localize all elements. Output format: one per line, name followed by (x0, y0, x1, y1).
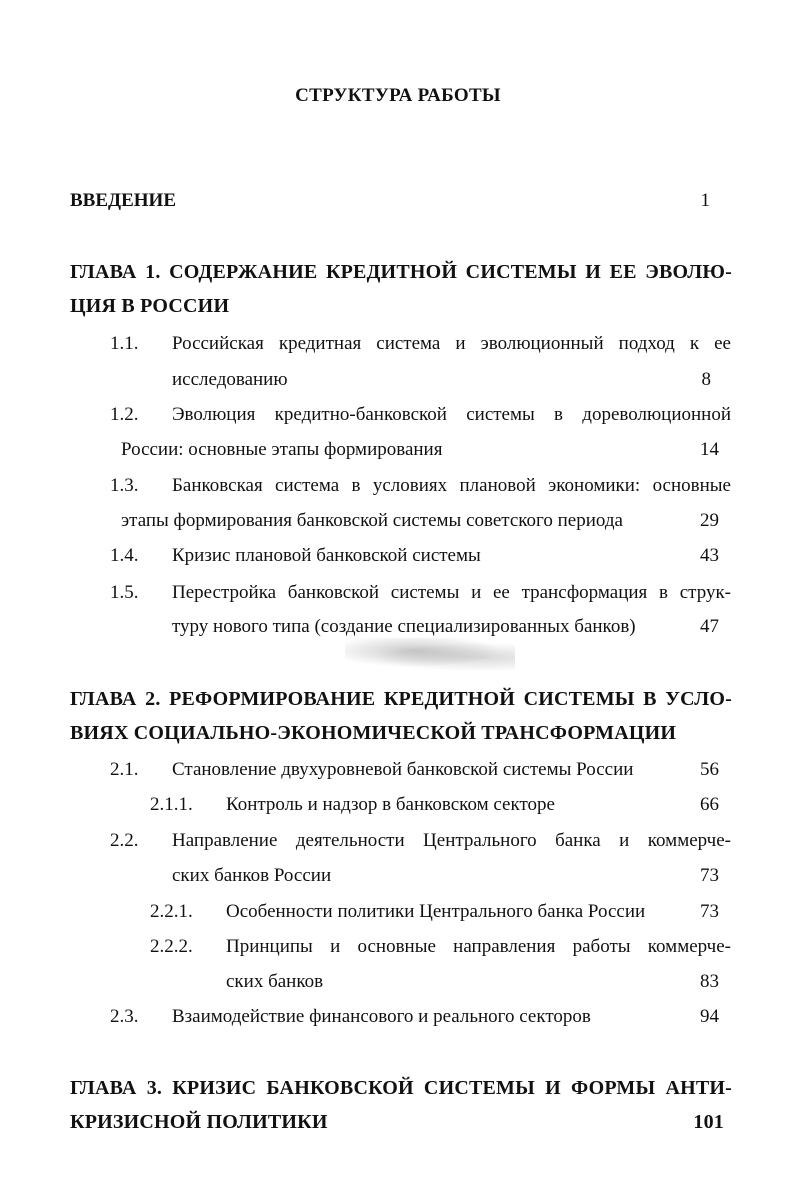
section-1-3-title-line2: этапы формирования банковской системы советского периода (121, 510, 623, 531)
section-1-2-title-line2: России: основные этапы формирования (121, 439, 443, 460)
section-1-2-page: 14 (700, 439, 719, 460)
section-2-2-title-line1: Направление деятельности Центрального банка и коммерче- (172, 830, 731, 851)
section-1-4-number: 1.4. (110, 545, 139, 566)
page-title: СТРУКТУРА РАБОТЫ (295, 85, 501, 106)
section-1-1-title-line2: исследованию (172, 369, 288, 390)
intro-label: ВВЕДЕНИЕ (70, 190, 176, 211)
section-1-5-number: 1.5. (110, 582, 139, 603)
section-1-5-title-line1: Перестройка банковской системы и ее трансформация в струк- (172, 582, 731, 603)
section-2-2-1-page: 73 (700, 901, 719, 922)
section-2-2-2-number: 2.2.2. (150, 936, 193, 957)
chapter2-heading-line2: ВИЯХ СОЦИАЛЬНО-ЭКОНОМИЧЕСКОЙ ТРАНСФОРМАЦИИ (70, 722, 677, 744)
section-2-1-1-page: 66 (700, 794, 719, 815)
section-2-1-1-title: Контроль и надзор в банковском секторе (226, 794, 555, 815)
section-2-2-page: 73 (700, 865, 719, 886)
section-2-2-1-title: Особенности политики Центрального банка России (226, 901, 646, 922)
section-1-1-page: 8 (701, 369, 711, 390)
section-2-2-1-number: 2.2.1. (150, 901, 193, 922)
section-2-3-page: 94 (700, 1006, 719, 1027)
chapter3-heading-line1: ГЛАВА 3. КРИЗИС БАНКОВСКОЙ СИСТЕМЫ И ФОРМЫ АНТИ- (70, 1077, 732, 1099)
section-2-1-1-number: 2.1.1. (150, 794, 193, 815)
section-2-3-title: Взаимодействие финансового и реального секторов (172, 1006, 591, 1027)
chapter3-heading-line2: КРИЗИСНОЙ ПОЛИТИКИ (70, 1111, 328, 1133)
section-1-4-page: 43 (700, 545, 719, 566)
section-2-2-2-page: 83 (700, 971, 719, 992)
chapter3-page: 101 (693, 1111, 724, 1133)
chapter2-heading-line1: ГЛАВА 2. РЕФОРМИРОВАНИЕ КРЕДИТНОЙ СИСТЕМЫ В УСЛО- (70, 688, 732, 710)
section-2-1-title: Становление двухуровневой банковской системы России (172, 759, 634, 780)
section-2-1-number: 2.1. (110, 759, 139, 780)
section-1-1-title-line1: Российская кредитная система и эволюционный подход к ее (172, 333, 731, 354)
section-1-3-number: 1.3. (110, 475, 139, 496)
section-2-2-title-line2: ских банков России (172, 865, 332, 886)
chapter1-heading-line1: ГЛАВА 1. СОДЕРЖАНИЕ КРЕДИТНОЙ СИСТЕМЫ И ЕЕ ЭВОЛЮ- (70, 261, 732, 283)
chapter1-heading-line2: ЦИЯ В РОССИИ (70, 295, 230, 317)
scan-smudge (345, 638, 515, 670)
section-1-5-page: 47 (700, 616, 719, 637)
section-2-2-number: 2.2. (110, 830, 139, 851)
section-2-1-page: 56 (700, 759, 719, 780)
section-1-1-number: 1.1. (110, 333, 139, 354)
intro-page: 1 (700, 190, 710, 211)
section-1-3-page: 29 (700, 510, 719, 531)
section-1-3-title-line1: Банковская система в условиях плановой экономики: основные (172, 475, 731, 496)
section-1-5-title-line2: туру нового типа (создание специализированных банков) (172, 616, 636, 637)
section-2-3-number: 2.3. (110, 1006, 139, 1027)
section-1-2-number: 1.2. (110, 404, 139, 425)
section-2-2-2-title-line2: ских банков (226, 971, 324, 992)
section-1-2-title-line1: Эволюция кредитно-банковской системы в дореволюционной (172, 404, 731, 425)
section-2-2-2-title-line1: Принципы и основные направления работы коммерче- (226, 936, 731, 957)
section-1-4-title: Кризис плановой банковской системы (172, 545, 481, 566)
